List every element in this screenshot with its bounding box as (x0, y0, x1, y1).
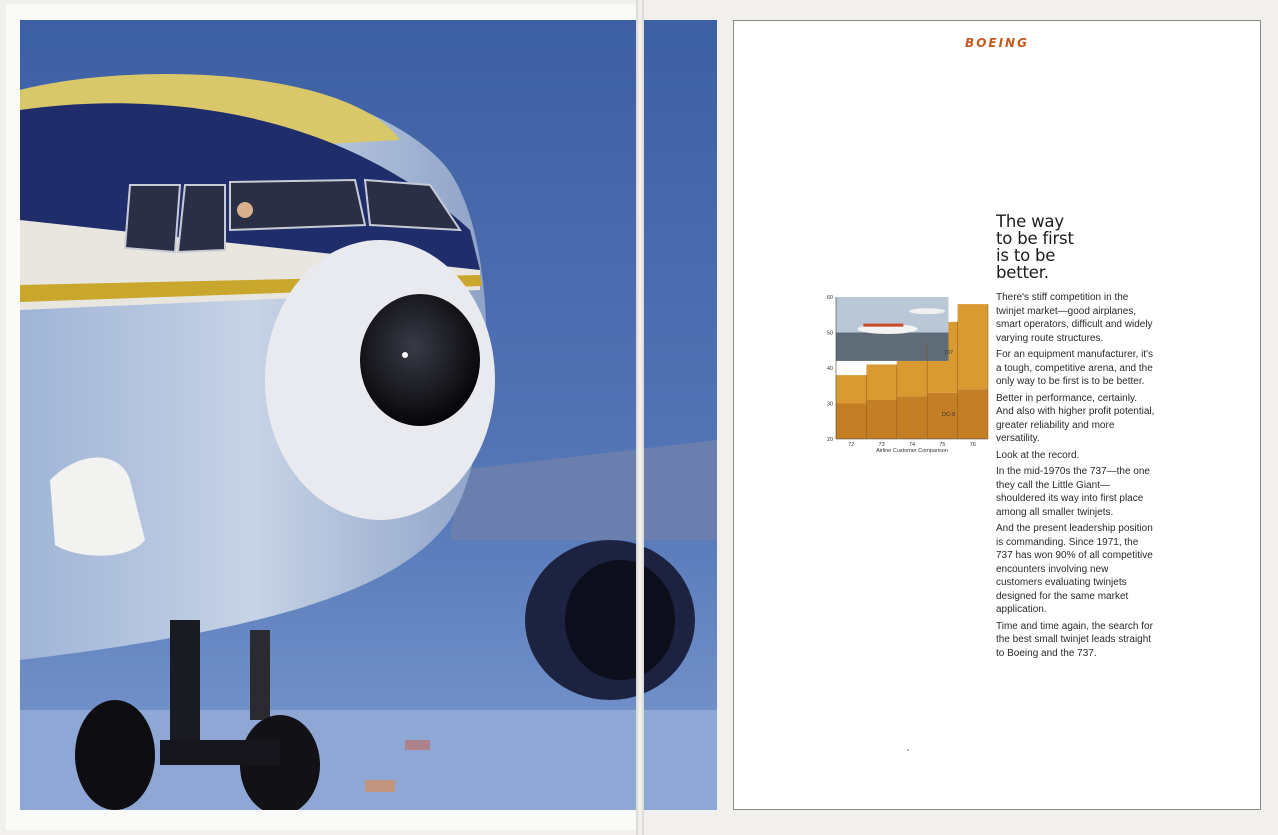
boeing-logo: BOEING (965, 36, 1029, 50)
airplane-inset-photo-icon (836, 297, 948, 361)
chart-svg (822, 289, 992, 459)
inset-shape (909, 308, 945, 314)
series-737-label: 737 (943, 349, 954, 356)
inset-shape (836, 333, 948, 361)
series-dc9-label: DC-9 (942, 411, 955, 418)
y-tick-label: 30 (826, 401, 833, 408)
headline (996, 213, 1156, 281)
customer-comparison-chart (822, 289, 992, 459)
airplane-photo (20, 20, 717, 810)
chart-title: Airline Customer Comparison (876, 448, 948, 454)
y-tick-label: 40 (826, 366, 833, 372)
x-tick-label: 74 (908, 442, 916, 448)
y-tick-label: 60 (826, 295, 833, 301)
paragraph: For an equipment manufacturer, it's a tough, competitive arena, and the only way to be first is to be better. (996, 349, 1153, 387)
paragraph: Time and time again, the search for the best small twinjet leads straight to Boeing and the 737. (996, 620, 1153, 659)
headline-line: The way (996, 212, 1064, 231)
paragraph: Better in performance, certainly. And also with higher profit potential, greater reliability and more versatility. (996, 392, 1155, 444)
inset-shape (863, 324, 903, 327)
headline-line: better. (996, 263, 1049, 282)
right-page (733, 20, 1261, 810)
headline-line: to be first (996, 229, 1074, 248)
paragraph: Look at the record. (996, 449, 1080, 461)
paragraph: In the mid-1970s the 737—the one they call the Little Giant—shouldered its way into first place among all smaller twinjets. (996, 466, 1150, 518)
y-tick-label: 50 (826, 330, 833, 337)
x-tick-label: 75 (939, 442, 946, 448)
paragraph: And the present leadership position is commanding. Since 1971, the 737 has won 90% of all competitive encounters involving new customers evaluating twinjets designed for the same market application. (996, 523, 1153, 615)
x-tick-label: 72 (848, 442, 855, 448)
page-gutter (636, 0, 644, 835)
y-tick-label: 20 (826, 437, 833, 443)
paragraph: There's stiff competition in the twinjet market—good airplanes, smart operators, difficult and widely varying route structures. (996, 292, 1153, 344)
page-mark (907, 749, 909, 751)
airplane-nose-photo-icon (20, 20, 717, 810)
headline-line: is to be (996, 246, 1056, 265)
article-body (996, 291, 1156, 663)
x-tick-label: 73 (878, 442, 885, 448)
x-tick-label: 76 (969, 442, 976, 448)
